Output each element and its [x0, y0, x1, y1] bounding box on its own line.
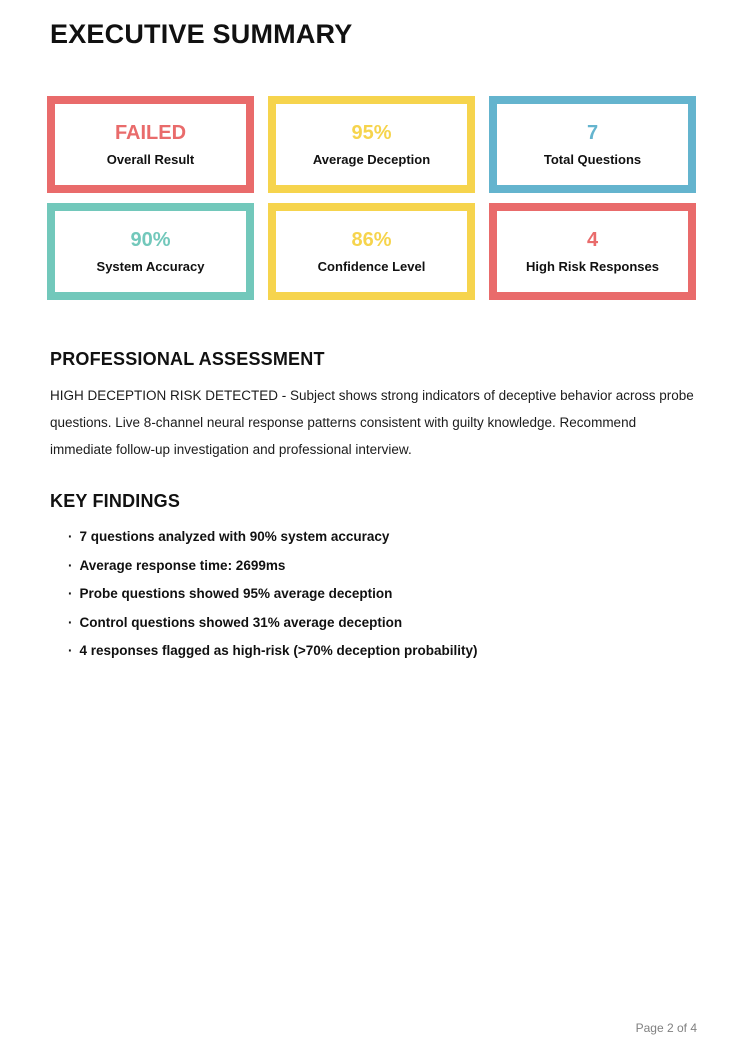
page-number: Page 2 of 4	[635, 1021, 697, 1035]
assessment-body-text: HIGH DECEPTION RISK DETECTED - Subject shows strong indicators of deceptive behavior across probe questions. Live 8-channel neural response patterns consistent with guilty knowledge. Recommend immediate follow-up investigation and professional interview.	[50, 388, 694, 457]
finding-item	[68, 587, 695, 601]
key-findings-heading: KEY FINDINGS	[50, 491, 181, 511]
finding-item	[68, 530, 695, 544]
metric-value: 7	[586, 122, 599, 144]
metric-value: FAILED	[114, 122, 187, 144]
metric-label: System Accuracy	[96, 259, 205, 274]
metric-value: 86%	[351, 229, 392, 251]
finding-text: Average response time: 2699ms	[79, 557, 286, 573]
report-page	[0, 19, 743, 1063]
finding-item	[68, 644, 695, 658]
metric-card-total-questions	[489, 96, 696, 193]
metric-value: 4	[586, 229, 599, 251]
metric-card-average-deception	[268, 96, 475, 193]
finding-text: Control questions showed 31% average deception	[79, 614, 403, 630]
bullet-glyph: ·	[68, 529, 73, 544]
finding-item	[68, 616, 695, 630]
page-title: EXECUTIVE SUMMARY	[50, 19, 353, 49]
metric-card-grid	[47, 96, 696, 300]
bullet-glyph: ·	[68, 557, 73, 573]
metric-card-system-accuracy	[47, 203, 254, 300]
metric-value: 95%	[351, 122, 392, 144]
finding-item	[68, 559, 695, 573]
metric-label: High Risk Responses	[526, 259, 659, 274]
finding-text: Probe questions showed 95% average deception	[79, 586, 393, 601]
bullet-glyph: ·	[68, 614, 73, 630]
bullet-glyph: ·	[68, 643, 73, 658]
metric-value: 90%	[130, 229, 171, 251]
metric-card-confidence-level	[268, 203, 475, 300]
metric-card-overall-result	[47, 96, 254, 193]
metric-label: Total Questions	[543, 152, 642, 167]
finding-text: 7 questions analyzed with 90% system accuracy	[79, 529, 390, 544]
metric-label: Confidence Level	[317, 259, 426, 274]
key-findings-list	[68, 530, 695, 658]
finding-text: 4 responses flagged as high-risk (>70% deception probability)	[79, 643, 478, 658]
metric-label: Average Deception	[312, 152, 431, 167]
bullet-glyph: ·	[68, 586, 73, 601]
assessment-heading: PROFESSIONAL ASSESSMENT	[50, 349, 325, 369]
metric-label: Overall Result	[106, 152, 195, 167]
metric-card-high-risk-responses	[489, 203, 696, 300]
